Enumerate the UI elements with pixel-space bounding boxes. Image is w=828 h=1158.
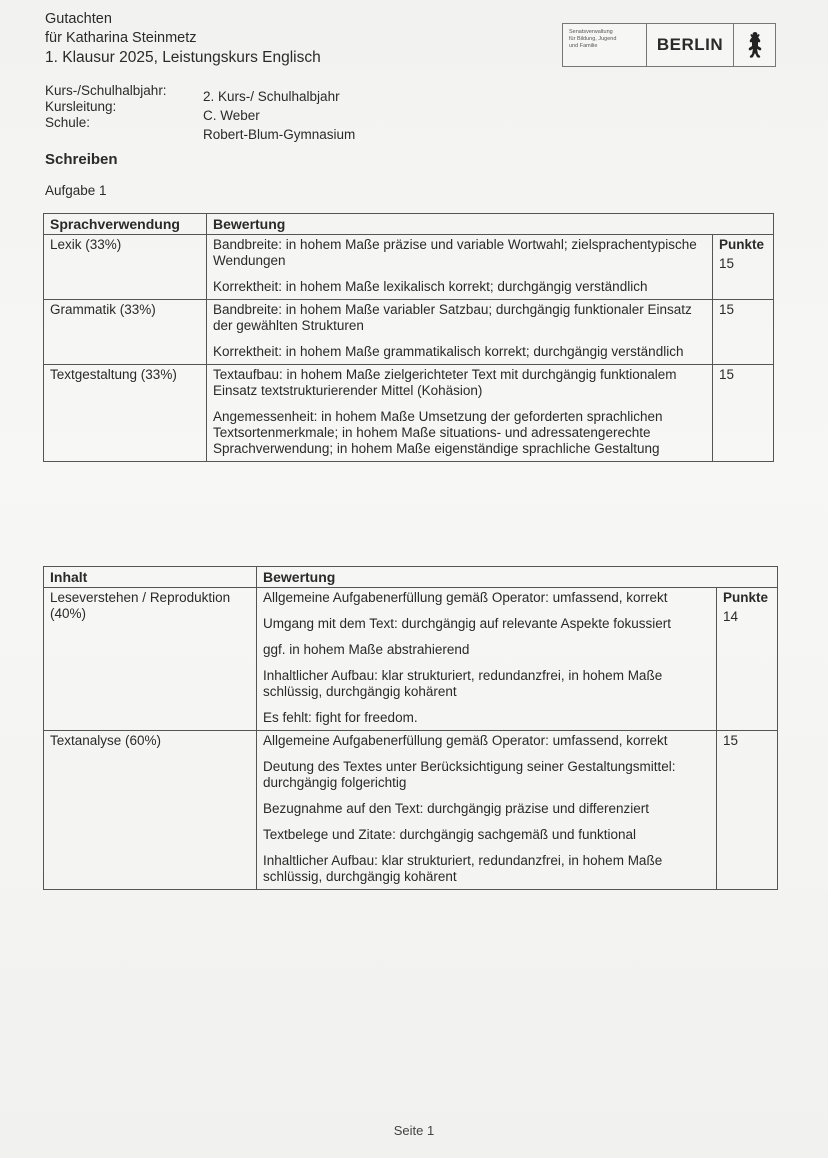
row-category: Grammatik (33%) <box>44 300 207 365</box>
row-category: Textanalyse (60%) <box>44 731 257 890</box>
content-grading-table <box>43 566 778 890</box>
logo-department: Senatsverwaltung für Bildung, Jugend und Familie <box>563 24 647 66</box>
row-points: 15 <box>713 365 774 462</box>
meta-info <box>45 83 356 142</box>
table-row <box>44 300 774 365</box>
column-header-evaluation: Bewertung <box>207 214 774 235</box>
column-header-points: Punkte <box>719 237 765 252</box>
row-points: 15 <box>717 731 778 890</box>
row-points: Punkte 15 <box>713 235 774 300</box>
page-number: Seite 1 <box>393 1123 435 1138</box>
row-points: 15 <box>713 300 774 365</box>
table-row <box>44 588 778 731</box>
berlin-bear-icon <box>734 24 775 66</box>
meta-label: Kurs-/Schulhalbjahr: <box>45 83 167 98</box>
document-header <box>45 10 321 67</box>
header-title: Gutachten <box>45 11 112 27</box>
row-category: Leseverstehen / Reproduktion (40%) <box>44 588 257 731</box>
row-criteria: Allgemeine Aufgabenerfüllung gemäß Operator: umfassend, korrekt Umgang mit dem Text: durchgängig auf relevante Aspekte fokussiert ggf. in hohem Maße abstrahierend Inhaltlicher Aufbau: klar strukturiert, redundanzfrei, in hohem Maße schlüssig, durchgängig kohärent Es fehlt: fight for freedom. <box>257 588 717 731</box>
meta-label: Kursleitung: <box>45 99 117 114</box>
row-category: Lexik (33%) <box>44 235 207 300</box>
meta-value: 2. Kurs-/ Schulhalbjahr <box>203 89 340 104</box>
header-exam: 1. Klausur 2025, Leistungskurs Englisch <box>45 49 321 66</box>
column-header-evaluation: Bewertung <box>257 567 778 588</box>
meta-value: C. Weber <box>203 108 260 123</box>
table-row <box>44 235 774 300</box>
meta-row <box>45 115 356 142</box>
section-title: Schreiben <box>45 151 118 168</box>
berlin-logo <box>562 23 776 67</box>
table-row <box>44 365 774 462</box>
table-row <box>44 731 778 890</box>
column-header-category: Inhalt <box>44 567 257 588</box>
row-category: Textgestaltung (33%) <box>44 365 207 462</box>
row-criteria: Bandbreite: in hohem Maße variabler Satzbau; durchgängig funktionaler Einsatz der gewählten Strukturen Korrektheit: in hohem Maße grammatikalisch korrekt; durchgängig verständlich <box>207 300 713 365</box>
row-criteria: Allgemeine Aufgabenerfüllung gemäß Operator: umfassend, korrekt Deutung des Textes unter Berücksichtigung seiner Gestaltungsmittel: durchgängig folgerichtig Bezugnahme auf den Text: durchgängig präzise und differenziert Textbelege und Zitate: durchgängig sachgemäß und funktional Inhaltlicher Aufbau: klar strukturiert, redundanzfrei, in hohem Maße schlüssig, durchgängig kohärent <box>257 731 717 890</box>
table-header-row <box>44 567 778 588</box>
meta-label: Schule: <box>45 115 91 130</box>
meta-value: Robert-Blum-Gymnasium <box>203 127 356 142</box>
row-points: Punkte 14 <box>717 588 778 731</box>
column-header-points: Punkte <box>723 590 769 605</box>
row-criteria: Bandbreite: in hohem Maße präzise und variable Wortwahl; zielsprachentypische Wendungen Korrektheit: in hohem Maße lexikalisch korrekt; durchgängig verständlich <box>207 235 713 300</box>
task-label: Aufgabe 1 <box>45 183 107 198</box>
table-header-row <box>44 214 774 235</box>
row-criteria: Textaufbau: in hohem Maße zielgerichteter Text mit durchgängig funktionalem Einsatz textstrukturierender Mittel (Kohäsion) Angemessenheit: in hohem Maße Umsetzung der geforderten sprachlichen Textsortenmerkmale; in hohem Maße situations- und adressatengerechte Sprachverwendung; in hohem Maße eigenständige sprachliche Gestaltung <box>207 365 713 462</box>
logo-city: BERLIN <box>647 24 734 66</box>
language-grading-table <box>43 213 774 462</box>
header-student: für Katharina Steinmetz <box>45 30 197 46</box>
meta-row <box>45 83 355 104</box>
column-header-category: Sprachverwendung <box>44 214 207 235</box>
